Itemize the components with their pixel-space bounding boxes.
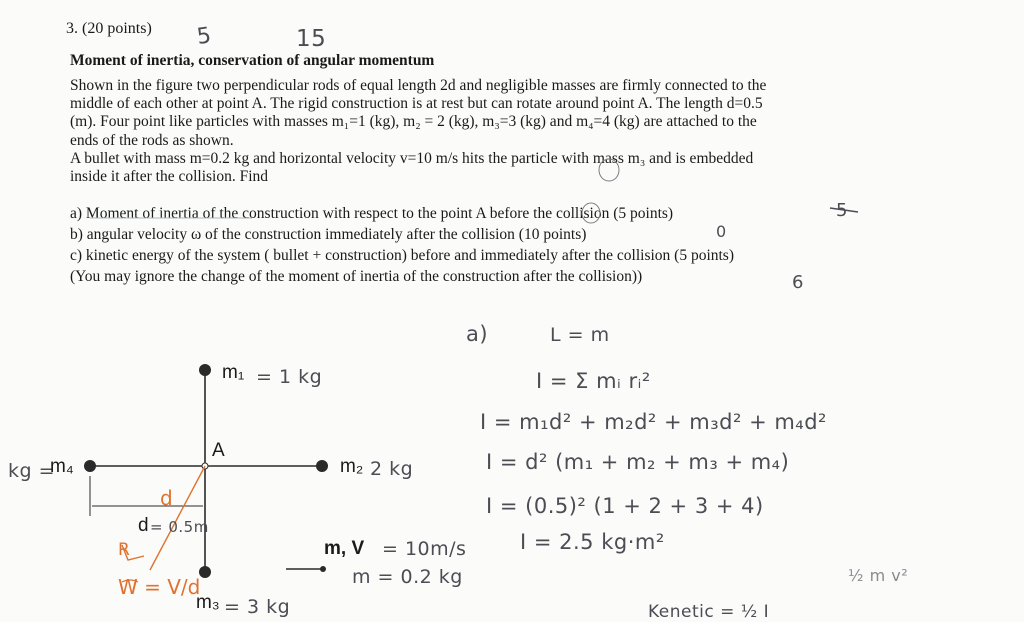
paragraph-line: A bullet with mass m=0.2 kg and horizontal velocity v=10 m/s hits the particle with mass m₃ and is embedded — [70, 149, 754, 167]
solution-l-line: L = m — [550, 324, 610, 346]
question-b: b) angular velocity ω of the construction immediately after the collision (10 points) — [70, 226, 587, 243]
paragraph-line: ends of the rods as shown. — [70, 131, 234, 149]
question-c: c) kinetic energy of the system ( bullet + construction) before and immediately after the collision (5 points) — [70, 247, 734, 264]
bullet-mass-handwritten: m = 0.2 kg — [352, 566, 463, 588]
m3-label: m₃ — [196, 592, 220, 613]
question-note: (You may ignore the change of the moment of inertia of the construction after the collision)) — [70, 268, 643, 285]
m1-handwritten: = 1 kg — [256, 366, 323, 388]
m4-label: m₄ — [50, 456, 74, 477]
solution-line-5: I = 2.5 kg·m² — [520, 530, 665, 554]
omega-orange: W = V/d — [118, 575, 201, 599]
margin-mark-a: 5 — [836, 200, 848, 221]
m1-label: m₁ — [222, 362, 245, 383]
paragraph-line: (m). Four point like particles with masses m₁=1 (kg), m₂ = 2 (kg), m₃=3 (kg) and m₄=4 (kg) are attached to the — [70, 113, 757, 131]
bullet-label: m, V — [324, 538, 365, 559]
m2-handwritten: 2 kg — [370, 458, 414, 480]
m3-handwritten: = 3 kg — [224, 596, 291, 618]
mass-m4-dot — [84, 460, 96, 472]
question-a: a) Moment of inertia of the construction with respect to the point A before the collision (5 points) — [70, 205, 674, 222]
margin-mark-c: 6 — [792, 272, 804, 293]
problem-number: 3. (20 points) — [66, 20, 152, 37]
paragraph-line: inside it after the collision. Find — [70, 168, 269, 186]
r-orange: R — [118, 540, 130, 560]
margin-mark-b: 0 — [716, 222, 727, 241]
mass-m2-dot — [316, 460, 328, 472]
paragraph-line: middle of each other at point A. The rigid construction is at rest but can rotate around point A. The length d=0.5 — [70, 95, 763, 113]
circle-mark — [582, 203, 600, 223]
mass-m1-dot — [199, 364, 211, 376]
score-mark-2: 15 — [296, 26, 327, 52]
m4-handwritten: kg = — [8, 460, 56, 482]
m2-label: m₂ — [340, 456, 364, 477]
solution-line-1: I = Σ mᵢ rᵢ² — [536, 369, 651, 393]
d-label: d — [138, 515, 149, 536]
d-handwritten: = 0.5m — [150, 518, 209, 536]
point-a-label: A — [212, 440, 225, 461]
solution-bottom-note: Kenetic = ½ I — [648, 602, 770, 622]
solution-part-label: a) — [466, 322, 489, 346]
bullet-dot — [320, 566, 326, 572]
margin-dash — [830, 208, 858, 212]
circle-mark-m3 — [599, 159, 619, 181]
problem-title: Moment of inertia, conservation of angular momentum — [70, 52, 435, 69]
bullet-velocity-handwritten: = 10m/s — [382, 538, 467, 560]
solution-line-4: I = (0.5)² (1 + 2 + 3 + 4) — [486, 494, 764, 518]
solution-line-3: I = d² (m₁ + m₂ + m₃ + m₄) — [486, 450, 790, 474]
paragraph-line: Shown in the figure two perpendicular rods of equal length 2d and negligible masses are firmly connected to the — [70, 77, 767, 94]
d-orange: d — [160, 486, 173, 510]
solution-side-note: ½ m v² — [848, 566, 909, 585]
solution-line-2: I = m₁d² + m₂d² + m₃d² + m₄d² — [480, 410, 827, 434]
score-mark-1: 5 — [195, 23, 214, 50]
mass-m3-dot — [199, 566, 211, 578]
